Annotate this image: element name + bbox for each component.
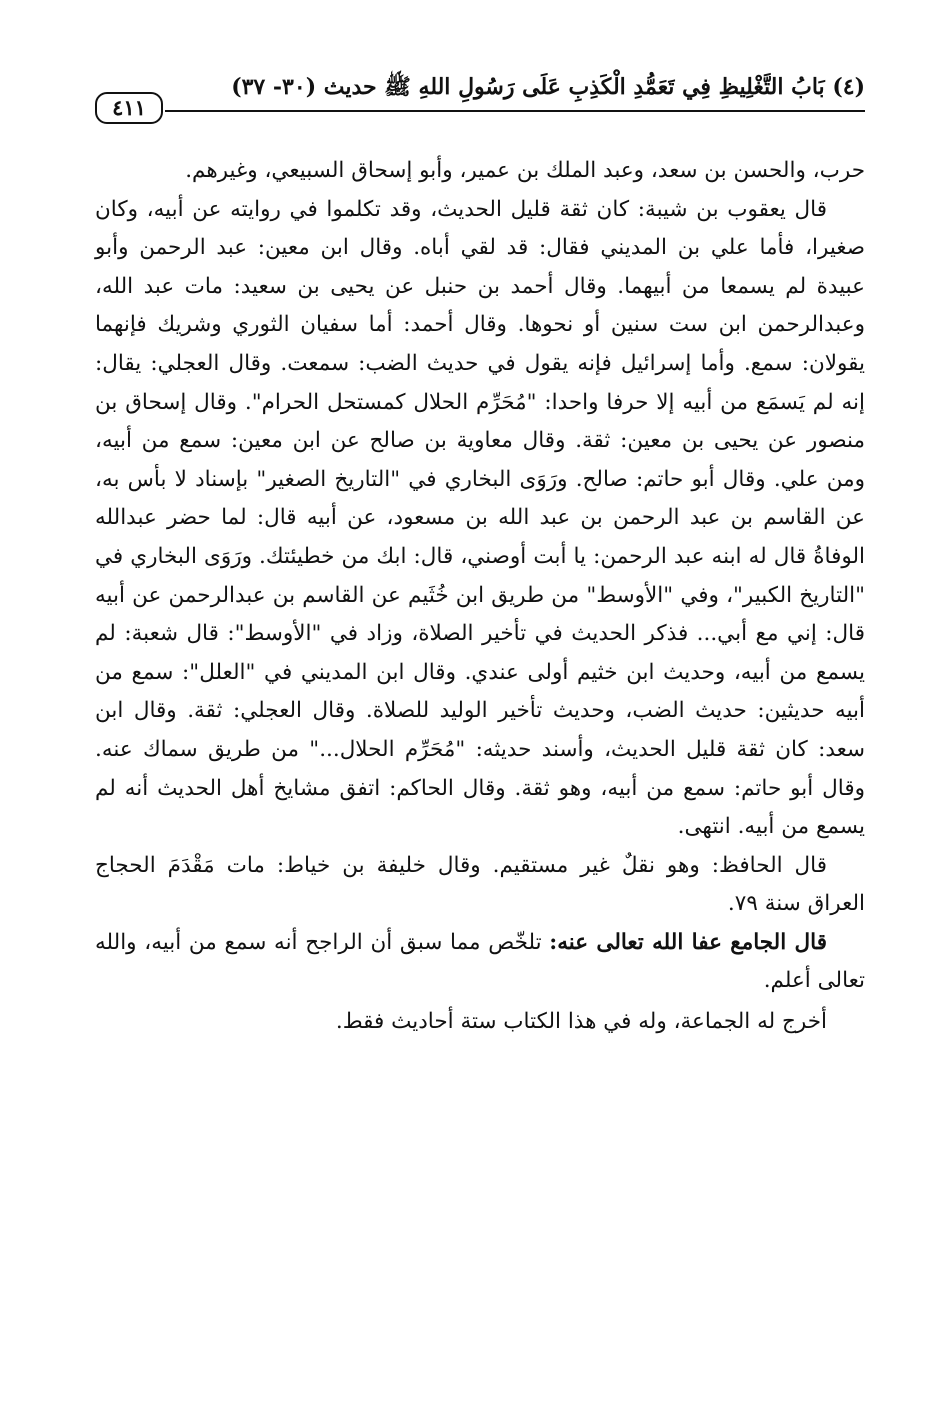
paragraph-jami-note [95, 924, 865, 1001]
book-page [95, 62, 865, 1042]
paragraph-continuation: حرب، والحسن بن سعد، وعبد الملك بن عمير، وأبو إسحاق السبيعي، وغيرهم. [185, 158, 865, 183]
header-rule [165, 110, 865, 112]
paragraph-final: أخرج له الجماعة، وله في هذا الكتاب ستة أحاديث فقط. [335, 1009, 827, 1035]
paragraph-hafiz: قال الحافظ: وهو نقلٌ غير مستقيم. وقال خليفة بن خياط: مات مَقْدَمَ الحجاج العراق سنة ٧٩. [95, 852, 865, 917]
body-text [95, 152, 865, 1042]
page-number: ٤١١ [95, 92, 163, 124]
jami-note-text: تلخّص مما سبق أن الراجح أنه سمع من أبيه، والله تعالى أعلم. [95, 929, 865, 994]
chapter-title: (٤) بَابُ التَّغْلِيظِ فِي تَعَمُّدِ الْكَذِبِ عَلَى رَسُولِ اللهِ ﷺ حديث (٣٠- ٣٧) [231, 74, 865, 100]
paragraph-biography: قال يعقوب بن شيبة: كان ثقة قليل الحديث، وقد تكلموا في روايته عن أبيه، وكان صغيرا، فأما علي بن المديني فقال: قد لقي أباه. وقال ابن معين: عبد الرحمن وأبو عبيدة لم يسمعا من أبيهما. وقال أحمد بن حنبل عن يحيى بن سعيد: مات عبد الله، وعبدالرحمن ابن ست سنين أو نحوها. وقال أحمد: أما سفيان الثوري وشريك فإنهما يقولان: سمع. وأما إسرائيل فإنه يقول في حديث الضب: سمعت. وقال العجلي: يقال: إنه لم يَسمَع من أبيه إلا حرفا واحدا: "مُحَرِّم الحلال كمستحل الحرام". وقال إسحاق بن منصور عن يحيى بن معين: ثقة. وقال معاوية بن صالح عن ابن معين: سمع من أبيه، ومن علي. وقال أبو حاتم: صالح. ورَوَى البخاري في "التاريخ الصغير" بإسناد لا بأس به، عن القاسم بن عبد الرحمن بن عبد الله بن مسعود، عن أبيه قال: لما حضر عبدالله الوفاةُ قال له ابنه عبد الرحمن: يا أبت أوصني، قال: ابك من خطيئتك. ورَوَى البخاري في "التاريخ الكبير"، وفي "الأوسط" من طريق ابن خُثَيم عن القاسم بن عبدالرحمن عن أبيه قال: إني مع أبي... فذكر الحديث في تأخير الصلاة، وزاد في "الأوسط": قال شعبة: لم يسمع من أبيه، وحديث ابن خثيم أولى عندي. وقال ابن المديني في "العلل": سمع من أبيه حديثين: حديث الضب، وحديث تأخير الوليد للصلاة. وقال العجلي: ثقة. وقال ابن سعد: كان ثقة قليل الحديث، وأسند حديثه: "مُحَرِّم الحلال..." من طريق سماك عنه. وقال أبو حاتم: سمع من أبيه، وهو ثقة. وقال الحاكم: اتفق مشايخ أهل الحديث أنه لم يسمع من أبيه. انتهى. [95, 196, 865, 840]
running-header [95, 62, 865, 124]
jami-note-lead: قال الجامع عفا الله تعالى عنه: [549, 929, 827, 955]
